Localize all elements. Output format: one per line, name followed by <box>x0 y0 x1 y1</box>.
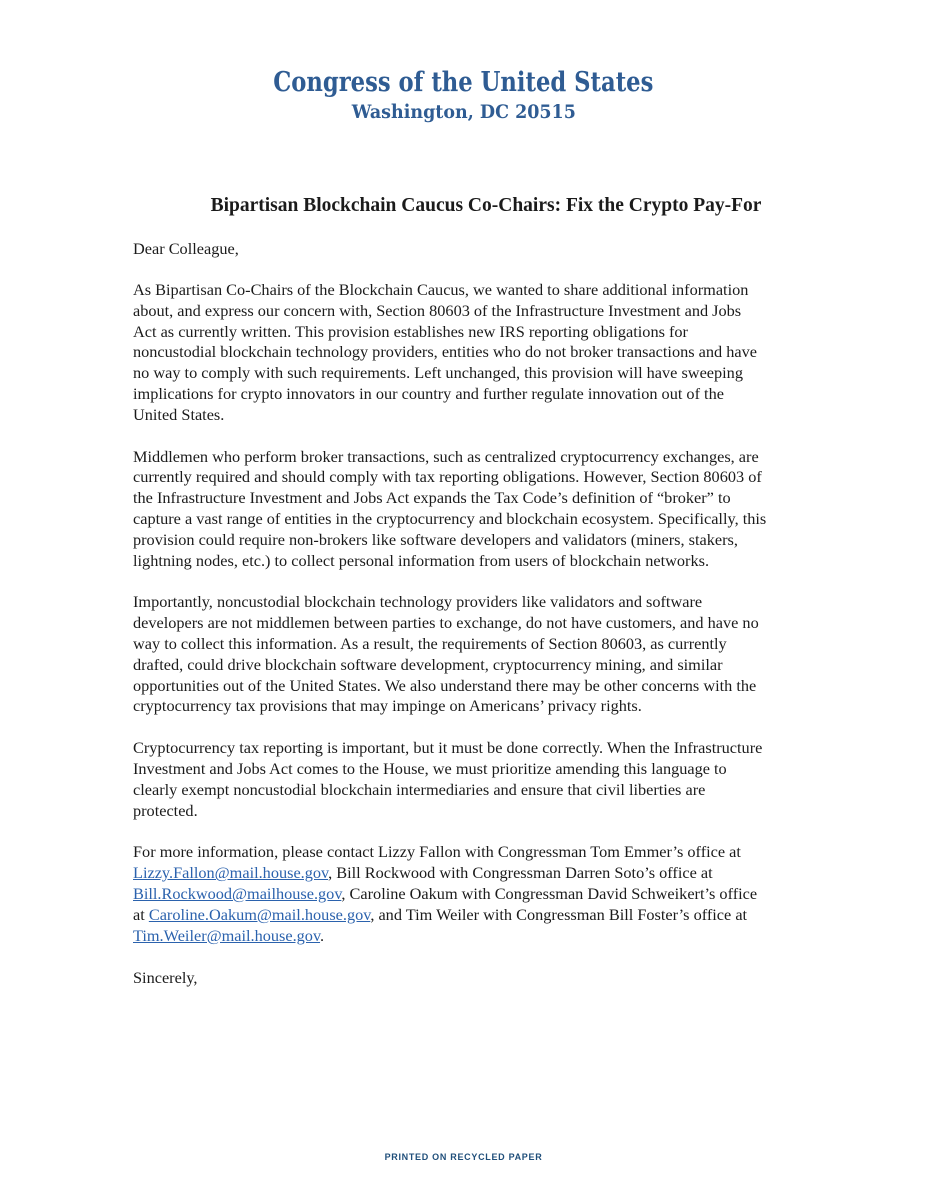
email-link[interactable]: Caroline.Oakum@mail.house.gov <box>148 904 371 924</box>
text-line: Cryptocurrency tax reporting is important, but it must be done correctly. When the Infrastructure <box>133 738 763 758</box>
text-line: noncustodial blockchain technology providers, entities who do not broker transactions and have <box>133 342 757 362</box>
text-line: the Infrastructure Investment and Jobs Act expands the Tax Code’s definition of “broker” to <box>133 488 731 508</box>
text-line: Middlemen who perform broker transactions, such as centralized cryptocurrency exchanges, are <box>133 446 759 466</box>
text-line: implications for crypto innovators in our country and further regulate innovation out of the <box>133 383 724 403</box>
recycled-paper-notice: PRINTED ON RECYCLED PAPER <box>384 1152 543 1162</box>
text-line: drafted, could drive blockchain software development, cryptocurrency mining, and similar <box>133 654 723 674</box>
text-line: cryptocurrency tax provisions that may impinge on Americans’ privacy rights. <box>133 696 642 716</box>
letter-content <box>133 194 839 988</box>
paragraph <box>133 280 839 426</box>
text-line: Lizzy.Fallon@mail.house.gov, Bill Rockwood with Congressman Darren Soto’s office at <box>133 863 713 883</box>
letterhead-line1: Congress of the United States <box>273 67 654 98</box>
text-line: capture a vast range of entities in the cryptocurrency and blockchain ecosystem. Specifically, this <box>133 508 767 528</box>
text-line: Tim.Weiler@mail.house.gov. <box>133 925 325 945</box>
text-line: at Caroline.Oakum@mail.house.gov, and Tim Weiler with Congressman Bill Foster’s office at <box>133 904 748 924</box>
text-line: United States. <box>133 404 225 424</box>
congressional-letterhead <box>0 0 927 124</box>
letter-body <box>133 280 839 946</box>
email-link[interactable]: Bill.Rockwood@mailhouse.gov <box>133 883 342 903</box>
paragraph <box>133 738 839 821</box>
email-link[interactable]: Lizzy.Fallon@mail.house.gov <box>133 863 329 883</box>
letter-title: Bipartisan Blockchain Caucus Co-Chairs: Fix the Crypto Pay-For <box>210 195 762 216</box>
paragraph <box>133 842 839 946</box>
text-line: Importantly, noncustodial blockchain technology providers like validators and software <box>133 592 703 612</box>
text-line: no way to comply with such requirements. Left unchanged, this provision will have sweeping <box>133 363 743 383</box>
text-line: lightning nodes, etc.) to collect personal information from users of blockchain networks. <box>133 550 710 570</box>
text-line: way to collect this information. As a result, the requirements of Section 80603, as currently <box>133 633 727 653</box>
text-line: developers are not middlemen between parties to exchange, do not have customers, and have no <box>133 613 759 633</box>
text-line: about, and express our concern with, Section 80603 of the Infrastructure Investment and Jobs <box>133 300 742 320</box>
paragraph <box>133 447 839 572</box>
letterhead-line2: Washington, DC 20515 <box>351 101 576 123</box>
text-line: opportunities out of the United States. We also understand there may be other concerns with the <box>133 675 757 695</box>
closing-sincerely: Sincerely, <box>133 968 198 988</box>
text-line: Act as currently written. This provision establishes new IRS reporting obligations for <box>133 321 688 341</box>
text-line: For more information, please contact Lizzy Fallon with Congressman Tom Emmer’s office at <box>133 842 741 862</box>
text-line: Investment and Jobs Act comes to the House, we must prioritize amending this language to <box>133 758 727 778</box>
paragraph <box>133 592 839 717</box>
text-line: provision could require non-brokers like software developers and validators (miners, stakers, <box>133 529 738 549</box>
text-line: currently required and should comply with tax reporting obligations. However, Section 80603 of <box>133 467 762 487</box>
text-line: Bill.Rockwood@mailhouse.gov, Caroline Oakum with Congressman David Schweikert’s office <box>133 883 758 903</box>
salutation: Dear Colleague, <box>133 239 239 258</box>
text-line: protected. <box>133 800 198 820</box>
text-line: clearly exempt noncustodial blockchain intermediaries and ensure that civil liberties are <box>133 779 706 799</box>
text-line: As Bipartisan Co-Chairs of the Blockchain Caucus, we wanted to share additional information <box>133 280 749 299</box>
email-link[interactable]: Tim.Weiler@mail.house.gov <box>133 925 321 945</box>
